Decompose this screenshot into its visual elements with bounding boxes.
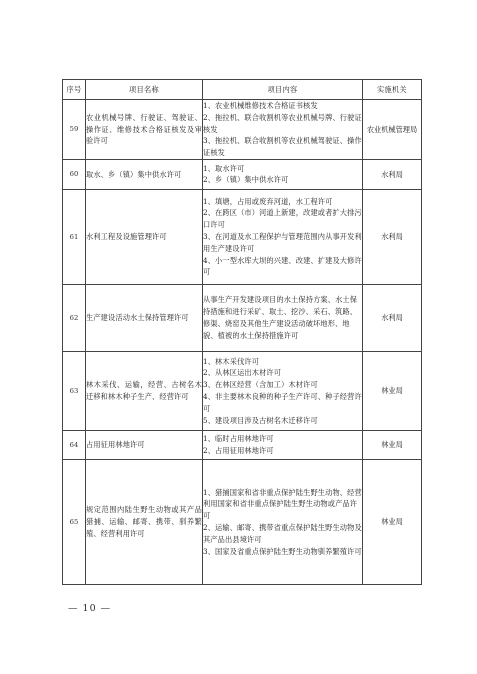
content-line: 从事生产开发建设项目的水土保持方案、水土保持措施和进行采矿、取土、挖沙、采石、筑路、修渠、烧窑及其他生产建设活动破坏地形、地貌、植被的水土保持措施许可 [203, 295, 358, 340]
row-name: 林木采伐、运输，经营、古树名木迁移和林木种子生产、经营许可 [86, 351, 203, 430]
content-line: 1、填塘，占用或废弃河道，水工程许可 [203, 196, 333, 206]
content-line: 3、在林区经营（含加工）木材许可 [203, 380, 318, 390]
row-name: 占用征用林地许可 [86, 430, 203, 459]
row-agency: 林业局 [363, 459, 422, 584]
permit-table [62, 79, 422, 585]
row-name: 生产建设活动水土保持管理许可 [86, 284, 203, 351]
content-line: 1、林木采伐许可 [203, 356, 260, 366]
table-row [63, 351, 422, 430]
row-name: 取水、乡（镇）集中供水许可 [86, 159, 203, 189]
page-number: — 10 — [68, 603, 112, 614]
table-row [63, 430, 422, 459]
content-line: 2、拖拉机、联合收割机等农业机械号牌、行驶证核发 [203, 112, 362, 134]
content-line: 3、在河道及水工程保护与管理范围内从事开发利用生产建设许可 [203, 232, 362, 253]
table-row [63, 284, 422, 351]
row-content [203, 430, 363, 459]
row-content [203, 284, 363, 351]
content-line: 1、取水许可 [203, 163, 245, 173]
row-seq: 61 [63, 189, 86, 284]
row-seq: 62 [63, 284, 86, 351]
table-row [63, 100, 422, 160]
row-content [203, 351, 363, 430]
row-seq: 65 [63, 459, 86, 584]
content-line: 1、临时占用林地许可 [203, 434, 274, 444]
row-agency: 水利局 [363, 189, 422, 284]
row-agency: 农业机械管理局 [363, 100, 422, 160]
table-row [63, 159, 422, 189]
row-seq: 60 [63, 159, 86, 189]
table-row [63, 459, 422, 584]
header-content: 项目内容 [203, 80, 363, 100]
row-content [203, 100, 363, 160]
content-line: 1、农业机械维修技术合格证书核发 [203, 101, 318, 110]
content-line: 2、乡（镇）集中供水许可 [203, 175, 289, 185]
row-agency: 林业局 [363, 351, 422, 430]
header-agency: 实施机关 [363, 80, 422, 100]
content-line: 2、从林区运出木材许可 [203, 368, 282, 378]
row-content [203, 189, 363, 284]
row-agency: 水利局 [363, 284, 422, 351]
table-row [63, 189, 422, 284]
row-agency: 林业局 [363, 430, 422, 459]
row-name: 农业机械号牌、行驶证、驾驶证、操作证、维修技术合格证核发及审验许可 [86, 100, 203, 160]
content-line: 3、拖拉机、联合收割机等农业机械驾驶证、操作证核发 [203, 136, 362, 158]
content-line: 4、非主要林木良种的种子生产许可、种子经营许可 [203, 391, 362, 413]
content-line: 2、运输、邮寄、携带省重点保护陆生野生动物及其产品出县境许可 [203, 522, 362, 544]
content-line: 2、在跨区（市）河道上新建，改建或者扩大排污口许可 [203, 208, 362, 230]
content-line: 2、占用征用林地许可 [203, 445, 274, 455]
row-name: 水利工程及设施管理许可 [86, 189, 203, 284]
row-name: 规定范围内陆生野生动物或其产品猎捕、运输、邮寄、携带、驯养繁殖、经营利用许可 [86, 459, 203, 584]
row-content [203, 459, 363, 584]
header-name: 项目名称 [86, 80, 203, 100]
content-line: 3、国家及省重点保护陆生野生动物驯养繁殖许可 [203, 546, 362, 556]
row-seq: 63 [63, 351, 86, 430]
content-line: 4、小一型水库大坝的兴建、改建、扩建及大修许可 [203, 255, 362, 277]
row-seq: 59 [63, 100, 86, 160]
row-seq: 64 [63, 430, 86, 459]
row-content [203, 159, 363, 189]
content-line: 1、猎捕国家和省非重点保护陆生野生动物、经营利用国家和省非重点保护陆生野生动物或产品许可 [203, 487, 362, 521]
content-line: 5、建设项目涉及古树名木迁移许可 [203, 415, 318, 425]
table-header-row [63, 80, 422, 100]
header-seq: 序号 [63, 80, 86, 100]
row-agency: 水利局 [363, 159, 422, 189]
